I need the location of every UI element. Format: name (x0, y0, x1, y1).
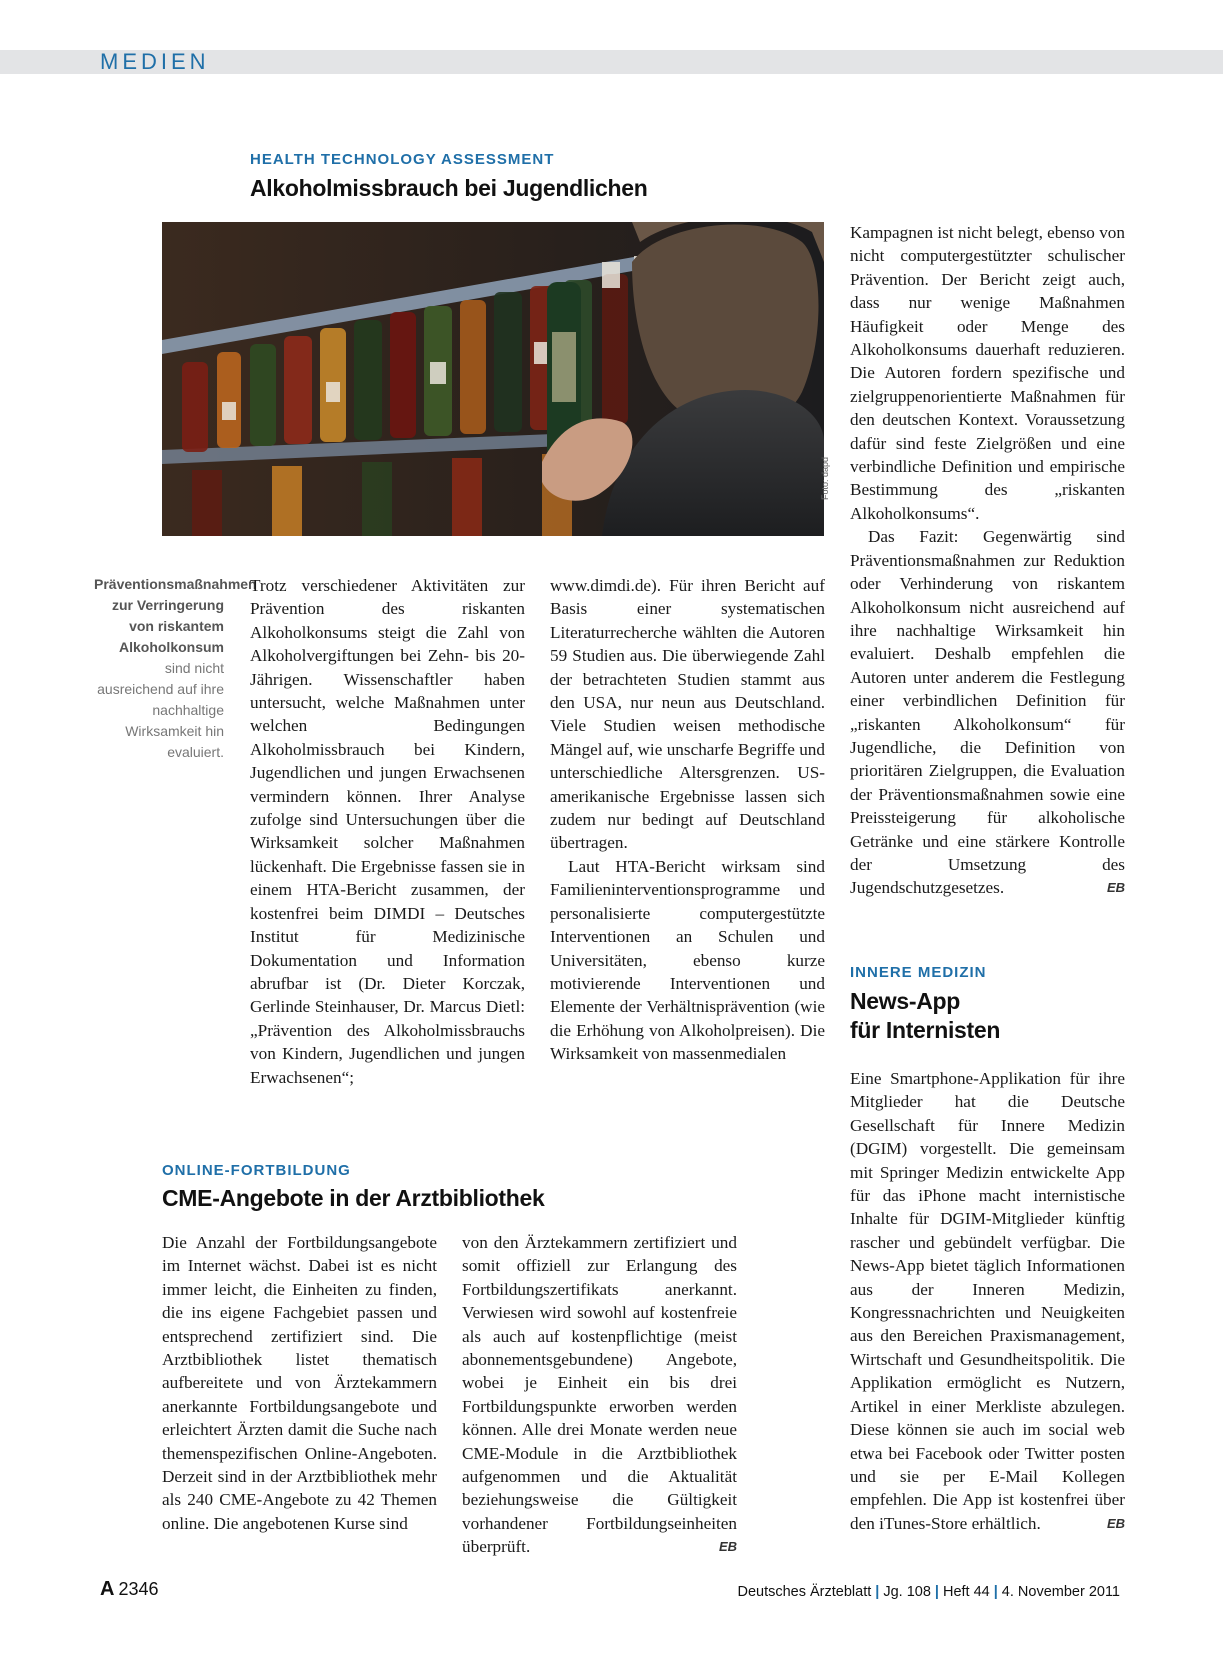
journal-info: Deutsches Ärzteblatt | Jg. 108 | Heft 44 | 4. November 2011 (737, 1584, 1120, 1600)
article2-col2-text: von den Ärztekammern zertifiziert und somit offiziell zur Erlangung des Fortbildungszertifikats anerkannt. Verwiesen wird sowohl auf kostenfreie als auch auf kostenpflichtige (meist abonnementsgebundene) Angebote, wobei je Einheit ein bis drei Fortbildungspunkte erworben werden können. Alle drei Monate werden neue CME-Module in die Arztbibliothek aufgenommen und die Aktualität beziehungsweise die Gültigkeit vorhandener Fortbildungseinheiten überprüft. (462, 1233, 737, 1557)
article1-col2-paragraph-1: www.dimdi.de). Für ihren Bericht auf Basis einer systematischen Literaturrecherche wählten die Autoren 59 Studien aus. Die überwiegende Zahl der betrachteten Studien stammt aus den USA, nur neun aus Deutschland. Viele Studien weisen methodische Mängel auf, wie unscharfe Begriffe und unterschiedliche Altersgrenzen. US-amerikanische Ergebnisse lassen sich zudem nur bedingt auf Deutschland übertragen. (550, 576, 825, 853)
article1-col3-paragraph-2-text: Das Fazit: Gegenwärtig sind Präventionsmaßnahmen zur Reduktion oder Verhinderung von riskantem Alkoholkonsum nicht ausreichend auf ihre nachhaltige Wirksamkeit hin evaluiert. Deshalb empfehlen die Autoren unter anderem die Festlegung einer verbindlichen Definition für „riskanten Alkoholkonsum“ für Jugendliche, die Definition von prioritären Zielgruppen, die Evaluation der Präventionsmaßnahmen sowie eine Preissteigerung für alkoholische Getränke und eine stärkere Kontrolle der Umsetzung des Jugendschutzgesetzes. (850, 527, 1125, 898)
page-prefix: A (100, 1578, 115, 1600)
article1-signature: EB (1106, 880, 1125, 896)
article3-signature: EB (1106, 1515, 1125, 1531)
article3-title-line-1: News-App (850, 988, 961, 1014)
article-photo (162, 222, 824, 536)
journal-name: Deutsches Ärzteblatt (737, 1584, 872, 1600)
page-number-value: 2346 (118, 1579, 159, 1599)
article2-signature: EB (718, 1539, 737, 1555)
article2-col2-paragraph (462, 1231, 737, 1559)
journal-issue: Heft 44 (942, 1584, 990, 1600)
article1-column-1 (250, 574, 525, 1089)
article3-kicker: INNERE MEDIZIN (850, 964, 987, 981)
article1-column-3 (850, 221, 1125, 900)
article1-col3-paragraph-2 (850, 525, 1125, 900)
article1-column-2 (550, 574, 825, 1066)
article2-column-1 (162, 1231, 437, 1535)
photo-credit: Foto: dapd (820, 456, 830, 500)
article2-kicker: ONLINE-FORTBILDUNG (162, 1162, 351, 1179)
article1-col3-paragraph-1: Kampagnen ist nicht belegt, ebenso von nicht computergestützter schulischer Prävention. Der Bericht zeigt auch, dass nur wenige Maßnahmen Häufigkeit oder Menge des Alkoholkonsums dauerhaft reduzieren. Die Autoren fordern spezifische und zielgruppenorientierte Maßnahmen für den deutschen Kontext. Voraussetzung dafür sind feste Zielgrößen und eine verbindliche Definition und empirische Bestimmung des „riskanten Alkoholkonsums“. (850, 223, 1125, 523)
journal-date: 4. November 2011 (1001, 1584, 1120, 1600)
article1-col2-paragraph-2: Laut HTA-Bericht wirksam sind Familieninterventionsprogramme und personalisierte computergestützte Interventionen an Schulen und Universitäten, ebenso kurze motivierende Interventionen und Elemente der Verhältnisprävention (wie die Erhöhung von Alkoholpreisen). Die Wirksamkeit von massenmedialen (550, 856, 825, 1064)
article3-column (850, 1067, 1125, 1535)
article1-title: Alkoholmissbrauch bei Jugendlichen (250, 175, 648, 201)
article1-col1-paragraph: Trotz verschiedener Aktivitäten zur Prävention des riskanten Alkoholkonsums steigt die Zahl von Alkoholvergiftungen bei Zehn- bis 20-Jährigen. Wissenschaftler haben untersucht, welche Maßnahmen unter welchen Bedingungen Alkoholmissbrauch bei Kindern, Jugendlichen und jungen Erwachsenen vermindern können. Ihrer Analyse zufolge sind Untersuchungen über die Wirksamkeit solcher Maßnahmen lückenhaft. Die Ergebnisse fassen sie in einem HTA-Bericht zusammen, der kostenfrei beim DIMDI – Deutsches Institut für Medizinische Dokumentation und Information abrufbar ist (Dr. Dieter Korczak, Gerlinde Steinhauser, Dr. Marcus Dietl: „Prävention des Alkoholmissbrauchs von Kindern, Jugendlichen und jungen Erwachsenen“; (250, 576, 525, 1087)
article3-body: Eine Smartphone-Applikation für ihre Mitglieder hat die Deutsche Gesellschaft für Innere Medizin (DGIM) vorgestellt. Die gemeinsam mit Springer Medizin entwickelte App für das iPhone macht internistische Inhalte für DGIM-Mitglieder künftig rascher und gebündelt verfügbar. Die News-App bietet täglich Informationen aus der Inneren Medizin, Kongressnachrichten und Neuigkeiten aus den Bereichen Praxismanagement, Wirtschaft und Gesundheitspolitik. Die Applikation ermöglicht es Nutzern, Artikel in einer Merkliste abzulegen. Diese können sie auch im social web etwa bei Facebook oder Twitter posten und sie per E-Mail Kollegen empfehlen. Die App ist kostenfrei über den iTunes-Store erhältlich. (850, 1069, 1125, 1533)
section-label: MEDIEN (100, 49, 210, 74)
photo-caption (94, 574, 257, 763)
article3-title-line-2: für Internisten (850, 1017, 1001, 1043)
page-number (100, 1577, 159, 1601)
journal-volume: Jg. 108 (883, 1584, 931, 1600)
caption-bold: Präventionsmaßnahmen zur Verringerung von riskantem Alkoholkonsum (94, 576, 257, 655)
article2-column-2 (462, 1231, 737, 1559)
article2-title: CME-Angebote in der Arztbibliothek (162, 1185, 545, 1211)
article3-paragraph (850, 1067, 1125, 1535)
article2-col1-paragraph: Die Anzahl der Fortbildungsangebote im Internet wächst. Dabei ist es nicht immer leicht, die Einheiten zu finden, die ins eigene Fachgebiet passen und entsprechend zertifiziert sind. Die Arztbibliothek listet thematisch aufbereitete und von Ärztekammern anerkannte Fortbildungsangebote und erleichtert Ärzten damit die Suche nach themenspezifischen Online-Angeboten. Derzeit sind in der Arztbibliothek mehr als 240 CME-Angebote zu 42 Themen online. Die angebotenen Kurse sind (162, 1233, 437, 1533)
caption-text: sind nicht ausreichend auf ihre nachhaltige Wirksamkeit hin evaluiert. (97, 660, 224, 760)
article1-kicker: HEALTH TECHNOLOGY ASSESSMENT (250, 151, 555, 168)
